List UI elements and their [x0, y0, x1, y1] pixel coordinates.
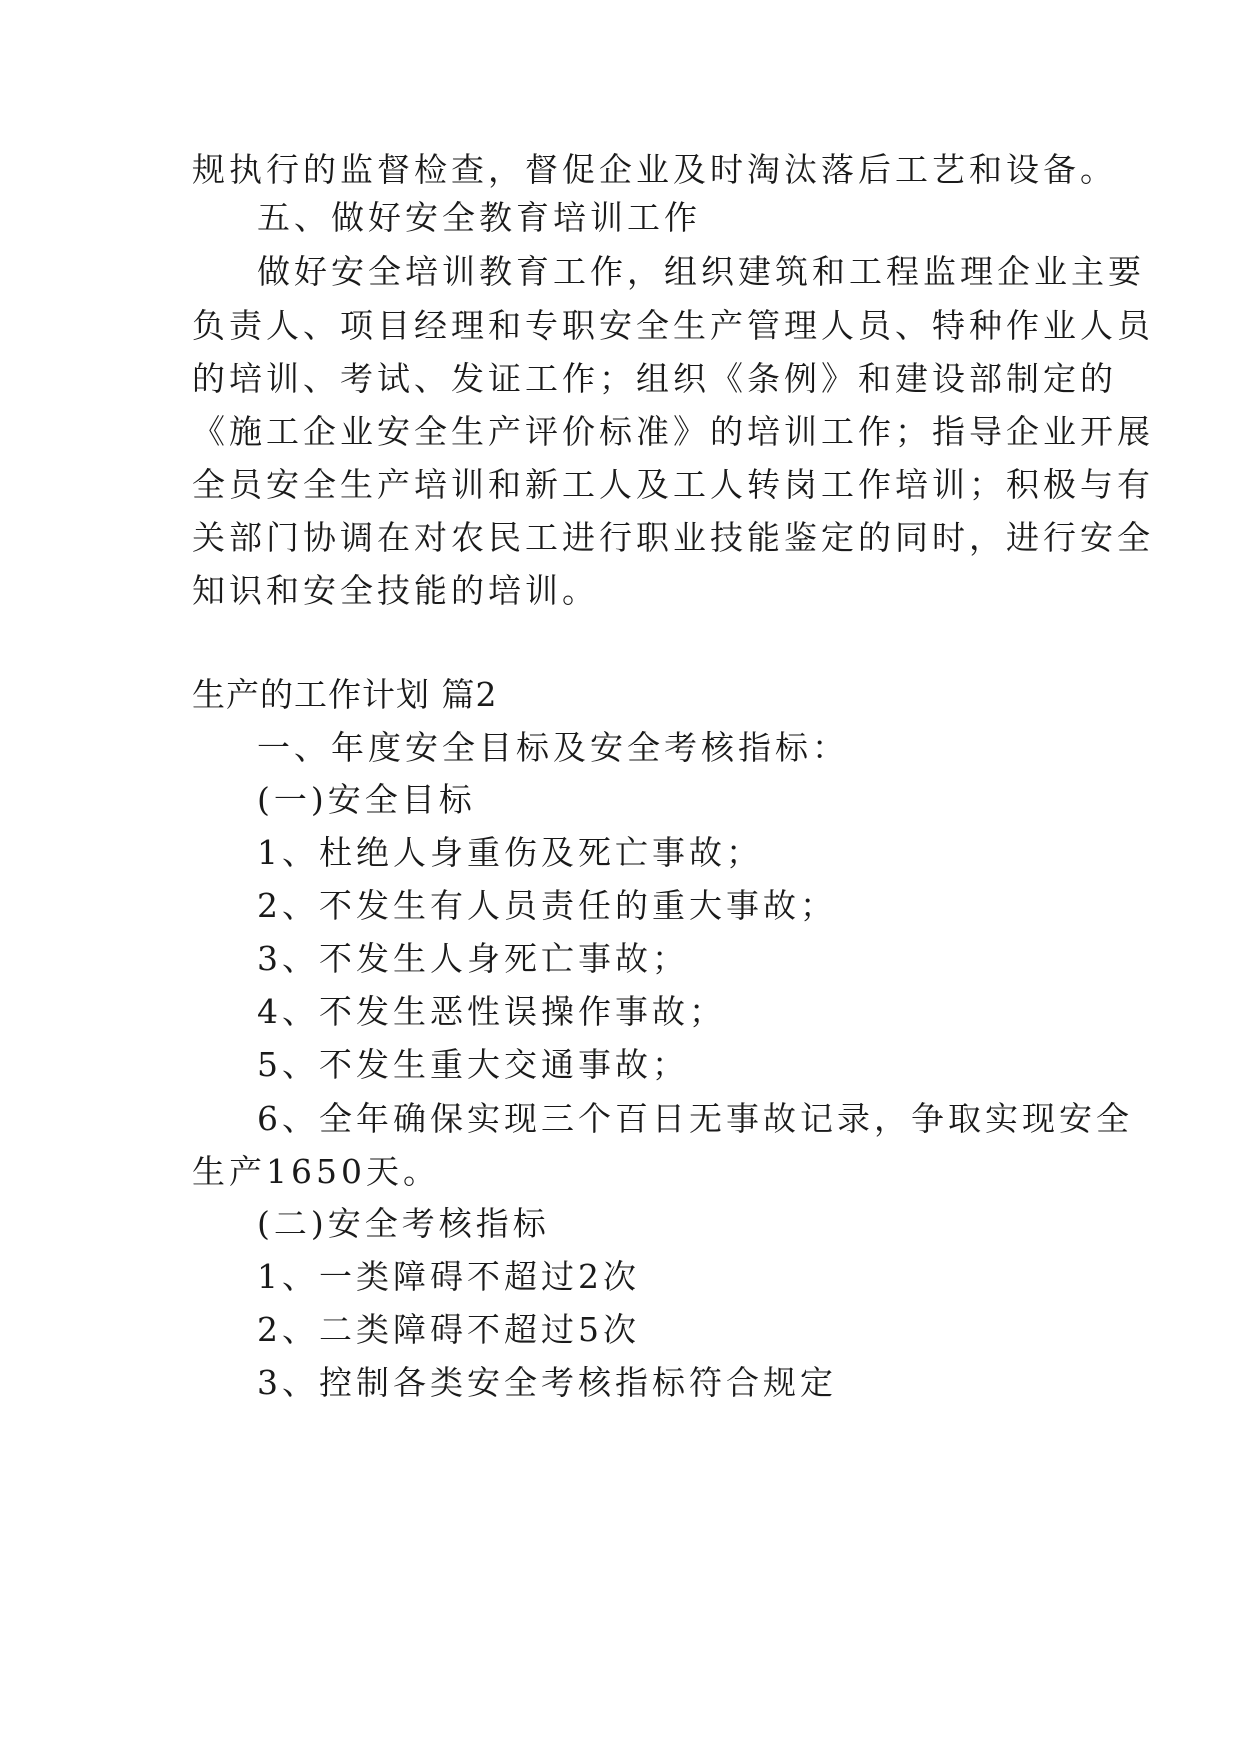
- paragraph-line: 负责人、项目经理和专职安全生产管理人员、特种作业人员: [192, 306, 1154, 345]
- list-item: 1、杜绝人身重伤及死亡事故；: [257, 833, 763, 872]
- list-item: 2、不发生有人员责任的重大事故；: [257, 886, 837, 925]
- paragraph-line: 关部门协调在对农民工进行职业技能鉴定的同时，进行安全: [192, 518, 1154, 557]
- paragraph-line: 《施工企业安全生产评价标准》的培训工作；指导企业开展: [192, 412, 1154, 451]
- paragraph-line: 规执行的监督检查，督促企业及时淘汰落后工艺和设备。: [192, 150, 1117, 189]
- list-item: 6、全年确保实现三个百日无事故记录，争取实现安全: [257, 1099, 1133, 1138]
- section-heading: 五、做好安全教育培训工作: [257, 198, 701, 237]
- list-item: 3、控制各类安全考核指标符合规定: [257, 1363, 837, 1402]
- paragraph-line: 的培训、考试、发证工作；组织《条例》和建设部制定的: [192, 359, 1117, 398]
- subsection-heading: (一)安全目标: [257, 780, 476, 819]
- paragraph-line: 知识和安全技能的培训。: [192, 571, 599, 610]
- article-title: 生产的工作计划 篇2: [192, 675, 498, 714]
- list-item: 2、二类障碍不超过5次: [257, 1310, 640, 1349]
- list-item: 1、一类障碍不超过2次: [257, 1257, 640, 1296]
- list-item-continuation: 生产1650天。: [192, 1152, 440, 1191]
- list-item: 5、不发生重大交通事故；: [257, 1045, 689, 1084]
- list-item: 3、不发生人身死亡事故；: [257, 939, 689, 978]
- section-heading: 一、年度安全目标及安全考核指标：: [257, 728, 849, 767]
- paragraph-line: 全员安全生产培训和新工人及工人转岗工作培训；积极与有: [192, 465, 1154, 504]
- subsection-heading: (二)安全考核指标: [257, 1204, 550, 1243]
- paragraph-line: 做好安全培训教育工作，组织建筑和工程监理企业主要: [257, 252, 1145, 291]
- list-item: 4、不发生恶性误操作事故；: [257, 992, 726, 1031]
